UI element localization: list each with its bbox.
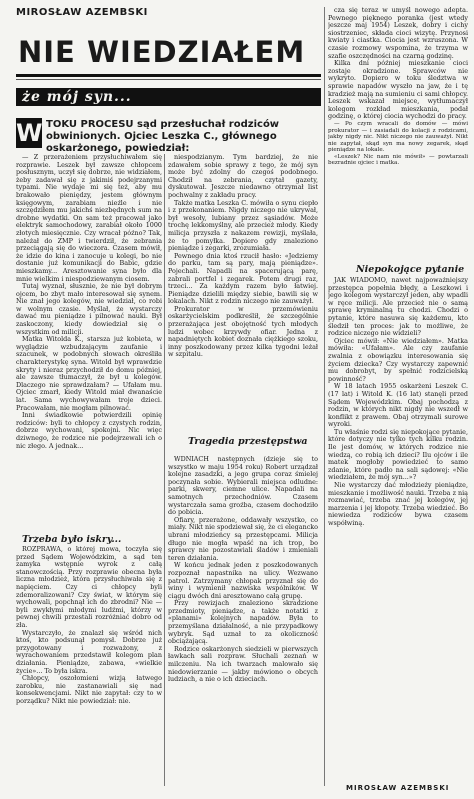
paragraph: Ojciec mówił: «Nie wiedziałem». Matka mówiła: «Ufałam». Ale czy zaufanie zwalnia z obowiązku interesowania się życiem dziecka? Czy wystarczy zapewnić mu dobrobyt, by spełnić rodzicielską powinność? bbox=[328, 336, 468, 383]
headline-rule bbox=[16, 74, 321, 77]
column-3-continued bbox=[328, 277, 468, 776]
paragraph: Rodzice oskarżonych siedzieli w pierwszych ławkach sali rozpraw. Słuchali zeznań w milczeniu. Na ich twarzach malowało się niedowierzanie — jakby mówiono o obcych ludziach, a nie o ich dzieciach. bbox=[168, 644, 318, 684]
paragraph: Pewnego dnia ktoś rzucił hasło: «Jedziemy do parku, tam są pary, mają pieniądze». Pojechali. Napadli na spacerującą parę, zabrali portfel i zegarek. Potem drugi raz, trzeci... Za każdym razem było łatwiej. Pieniądze dzielili między siebie, bawili się w lokalach. Nikt z rodzin niczego nie zauważył. bbox=[168, 251, 318, 306]
section-title-1: Trzeba było iskry... bbox=[22, 534, 122, 545]
paragraph: W 18 latach 1955 oskarżeni Leszek C. (17 lat) i Witold K. (16 lat) stanęli przed Sądem Wojewódzkim. Obaj pochodzą z rodzin, w których nikt nigdy nie wszedł w konflikt z prawem. Obaj otrzymali surowe wyroki. bbox=[328, 382, 468, 429]
headline: NIE WIEDZIAŁEM bbox=[18, 35, 306, 69]
paragraph: Przy rewizjach znaleziono skradzione przedmioty, pieniądze, a także notatki z «planami» kolejnych napadów. Była to przemyślana działalność, a nie przypadkowy wybryk. Sąd uznał to za okoliczność obciążającą. bbox=[168, 599, 318, 646]
column-2-continued bbox=[168, 456, 318, 787]
paragraph: Chłopcy, oszołomieni wizją łatwego zarobku, nie zastanawiali się nad konsekwencjami. Nikt nie zapytał: czy to w porządku? Nikt nie powiedział: nie. bbox=[16, 674, 162, 705]
paragraph: — Po czym wracali do domów — mówi prokurator — i zasiadali do kolacji z rodzicami, jakby nigdy nic. Nikt niczego nie zauważył. Nikt nie zapytał, skąd syn ma nowy zegarek, skąd pieniądze na lokale. bbox=[328, 120, 468, 154]
paragraph: Kilka dni później mieszkanie cioci zostaje okradzione. Sprawców nie wykryto. Dopiero w toku śledztwa w sprawie napadów wyszło na jaw, że i tę kradzież mają na sumieniu ci sami chłopcy. Leszek wskazał miejsce, wytłumaczył kolegom rozkład mieszkania, podał godzinę, o której ciocia wychodzi do pracy. bbox=[328, 59, 468, 121]
paragraph: Także matka Leszka C. mówiła o synu ciepło i z przekonaniem. Nigdy niczego nie ukrywał, był wesoły, lubiany przez sąsiadów. Może trochę lekkomyślny, ale przecież młody. Kiedy milicja przyszła z nakazem rewizji, myślała, że to pomyłka. Dopiero gdy znaleziono pieniądze i zegarki, zrozumiała. bbox=[168, 198, 318, 253]
paragraph: Inni świadkowie potwierdzili opinię rodziców: byli to chłopcy z czystych rodzin, dobrze wychowani, spokojni. Nic więc dziwnego, że rodzice nie podejrzewali ich o nic złego. A jednak... bbox=[16, 411, 162, 450]
column-divider bbox=[324, 7, 325, 786]
column-1 bbox=[16, 154, 162, 533]
paragraph: Wystarczyło, że znalazł się wśród nich ktoś, kto podsunął pomysł. Dobrze już przygotowany i rozważony, z wyrachowaniem przedstawił kolegom plan działania. Pieniądze, zabawa, «wielkie życie»... To była iskra. bbox=[16, 628, 162, 675]
paragraph: JAK WIADOMO, nawet najpoważniejszy przestępca popełnia błędy, a Leszkowi i jego kolegom wystarczył jeden, aby wpadli w ręce milicji. Ale przecież nie o samą sprawę kryminalną tu chodzi. Chodzi o pytanie, które nasuwa się każdemu, kto śledził ten proces: jak to możliwe, że rodzice niczego nie widzieli? bbox=[328, 277, 468, 338]
lead-paragraph bbox=[16, 118, 321, 154]
paragraph: Tu właśnie rodzi się niepokojące pytanie, które dotyczy nie tylko tych kilku rodzin. Ile jest domów, w których rodzice nie wiedzą, co robią ich dzieci? Ilu ojców i ile matek mogłoby powiedzieć to samo zdanie, które padło na sali sądowej: «Nie wiedziałem, że mój syn...»? bbox=[328, 427, 468, 482]
headline-rule-thin bbox=[16, 79, 321, 80]
subhead: że mój syn... bbox=[22, 89, 132, 105]
lead-text: TOKU PROCESU sąd przesłuchał rodziców obwinionych. Ojciec Leszka C., głównego oskarżonego, powiedział: bbox=[46, 119, 280, 154]
paragraph: cza się teraz w umyśl nowego adepta. Pewnego pięknego poranka (jest wtedy jeszcze maj 1954) Leszek, dobry i cichy siostrzeniec, składa cioci wizytę. Przynosi kwiaty i ciastka. Ciocia jest wzruszona. W czasie rozmowy wspomina, że trzyma w szafie oszczędności na czarną godzinę. bbox=[328, 7, 468, 60]
paragraph: Matka Witolda K., starsza już kobieta, w wyglądzie wzbudzającym zaufanie i szacunek, w podobnych słowach określiła charakterystykę syna. Witold był wprawdzie skryty i nieraz przychodził do domu później, ale zawsze tłumaczył, że był u kolegów. Dlaczego nie sprawdzałam? — Ufałam mu. Ojciec zmarł, kiedy Witold miał dwanaście lat. Sama wychowywałam troje dzieci. Pracowałam, nie mogłam pilnować. bbox=[16, 335, 162, 412]
lead-dropcap: W bbox=[16, 119, 43, 147]
paragraph: — Z przerażeniem przysłuchiwałem się rozprawie. Leszek był zawsze chłopcem posłusznym, uczył się dobrze, nie widziałem, żeby zadawał się z jakimiś podejrzanymi typami. Nie wydaje mi się też, aby mu brakowało pieniędzy, jestem głównym księgowym, zarabiam nieźle i nie szczędziłem mu jakichś niezbędnych sum na drobne wydatki. On sam też pracował jako elektryk samochodowy, zarabiał około 1000 złotych miesięcznie. Czy wracał późno? Tak, należał do ZMP i twierdził, że zebrania przeciągają się do wieczora. Czasem mówił, że idzie do kina i zanocuje u kolegi, bo nie dostanie już komunikacji do Babic, gdzie mieszkamy... Aresztowanie syna było dla mnie wielkim i niespodziewanym ciosem. bbox=[16, 154, 162, 283]
paragraph: WDNIACH następnych (dzieje się to wszystko w maju 1954 roku) Robert urządzał kolejne zasadzki, a jego grupa coraz śmielej poczynała sobie. Wybierali miejsca odludne: parki, skwery, ciemne ulice. Napadali na samotnych przechodniów. Czasem wystarczała sama groźba, czasem dochodziło do pobicia. bbox=[168, 456, 318, 517]
column-1-continued bbox=[16, 546, 162, 786]
paragraph: «Leszek? Nic nam nie mówił» — powtarzali bezradnie ojciec i matka. bbox=[328, 153, 468, 167]
byline: MIROSŁAW AZEMBSKI bbox=[16, 7, 148, 18]
column-3 bbox=[328, 7, 468, 264]
paragraph: Nie wystarczy dać młodzieży pieniądze, mieszkanie i możliwość nauki. Trzeba z nią rozmawiać, trzeba znać jej kolegów, jej marzenia i jej kłopoty. Trzeba wiedzieć. Bo niewiedza rodziców bywa czasem współwiną. bbox=[328, 481, 468, 527]
paragraph: Prokurator w przemówieniu oskarżycielskim podkreślił, że szczególnie przerażająca jest obojętność tych młodych ludzi wobec krzywdy ofiar. Jedna z napadniętych kobiet doznała ciężkiego szoku, inny poszkodowany przez kilka tygodni leżał w szpitalu. bbox=[168, 304, 318, 359]
signature: MIROSŁAW AZEMBSKI bbox=[346, 784, 450, 792]
paragraph: W końcu jednak jeden z poszkodowanych rozpoznał napastnika na ulicy. Wezwano patrol. Zatrzymany chłopak przyznał się do winy i wymienił nazwiska wspólników. W ciągu dwóch dni aresztowano całą grupę. bbox=[168, 561, 318, 600]
paragraph: Tutaj wyznał, słusznie, że nie był dobrym ojcem, bo zbyt mało interesował się synem. Nie znał jego kolegów, nie wiedział, co robi w wolnym czasie. Myślał, że wystarczy dawać mu pieniądze i pilnować nauki. Był zaskoczony, kiedy dowiedział się o wszystkim od milicji. bbox=[16, 282, 162, 336]
paragraph: niespodzianym. Tym bardziej, że nie zdawałem sobie sprawy z tego, że mój syn może być zdolny do czegoś podobnego. Chodził na zebrania, czytał gazety, dyskutował. Jeszcze niedawno otrzymał list pochwalny z zakładu pracy. bbox=[168, 154, 318, 199]
column-2 bbox=[168, 154, 318, 430]
paragraph: ROZPRAWA, o której mowa, toczyła się przed Sądem Wojewódzkim, a sąd ten zamyka wstępnie wyrok z całą stanowczością. Przy rozprawie obecna była liczna młodzież, która przysłuchiwała się z napięciem. Czy ci chłopcy byli zdemoralizowani? Czy świat, w którym się wychowali, popchnął ich do zbrodni? Nie — byli zwykłymi młodymi ludźmi, którzy w pewnej chwili przestali rozróżniać dobro od zła. bbox=[16, 546, 162, 629]
paragraph: Ofiary, przerażone, oddawały wszystko, co miały. Nikt nie spodziewał się, że ci elegancko ubrani młodzieńcy są przestępcami. Milicja długo nie mogła wpaść na ich trop, bo sprawcy nie pozostawiali śladów i zmieniali teren działania. bbox=[168, 515, 318, 562]
column-divider bbox=[164, 154, 165, 786]
section-title-2: Tragedia przestępstwa bbox=[188, 436, 308, 447]
section-title-3: Niepokojące pytanie bbox=[356, 264, 465, 275]
